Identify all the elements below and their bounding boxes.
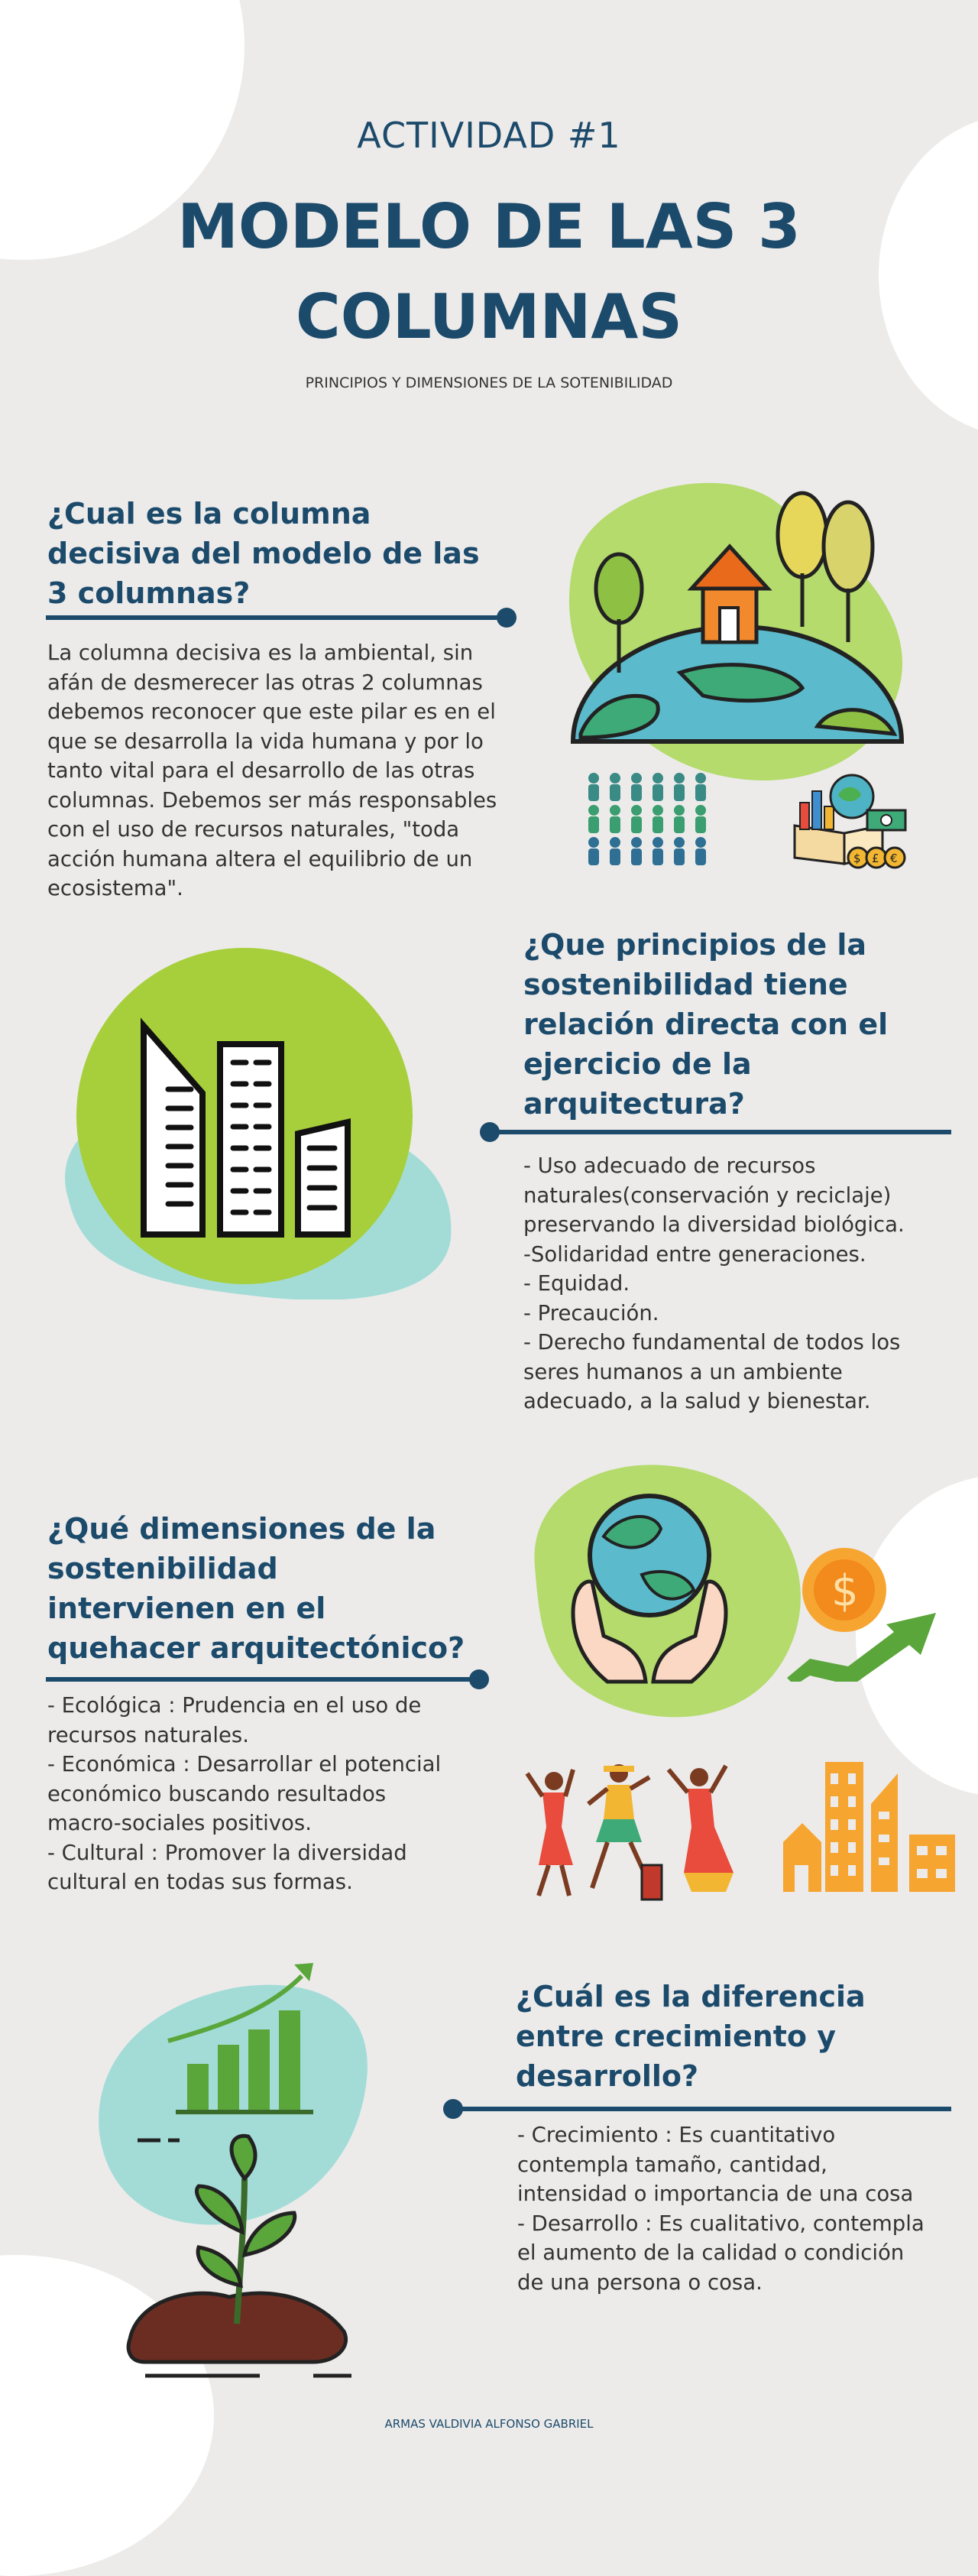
svg-text:$: $: [831, 1566, 859, 1616]
globe-hands-icon: [520, 1452, 818, 1735]
section-4-rule: [451, 2107, 951, 2111]
people-crowd-icon: [585, 772, 714, 871]
section-1-question: ¿Cual es la columna decisiva del modelo de las 3 columnas?: [47, 497, 480, 610]
section-1-rule: [46, 615, 504, 620]
section-3-question: ¿Qué dimensiones de la sostenibilidad intervienen en el quehacer arquitectónico?: [47, 1512, 465, 1665]
section-3-answer: - Ecológica : Prudencia en el uso de recursos naturales. - Económica : Desarrollar el potencial económico buscando resultados macro-sociales positivos. - Cultural : Promover la diversidad cultural en todas sus formas.: [47, 1693, 442, 1894]
dancers-icon: [520, 1758, 749, 1903]
economy-icon: [791, 772, 913, 871]
section-2-question: ¿Que principios de la sostenibilidad tiene relación directa con el ejercicio de la arquitectura?: [523, 928, 889, 1121]
author-footer: ARMAS VALDIVIA ALFONSO GABRIEL: [384, 2417, 594, 2431]
section-1-answer: La columna decisiva es la ambiental, sin afán de desmerecer las otras 2 columnas debemos reconocer que este pilar es en el que se desarrolla la vida humana y por lo tanto vital para el desarrollo de las otras columnas. Debemos ser más responsables con el uso de recursos naturales, "toda acción humana altera el equilibrio de un ecosistema".: [47, 641, 497, 900]
page-title: MODELO DE LAS 3 COLUMNAS: [177, 191, 801, 352]
section-1-dot: [497, 608, 517, 628]
orange-city-icon: [783, 1758, 959, 1896]
section-2-rule: [489, 1130, 951, 1134]
section-2-answer: - Uso adecuado de recursos naturales(conservación y reciclaje) preservando la diversidad biológica. -Solidaridad entre generaciones. - Equidad. - Precaución. - Derecho fundamental de todos los seres humanos a un ambiente adecuado, a la salud y bienestar.: [523, 1153, 905, 1413]
earth-house-icon: [527, 474, 940, 795]
svg-text:€: €: [890, 852, 898, 865]
svg-text:£: £: [872, 852, 879, 865]
buildings-icon: [53, 948, 466, 1299]
page-subtitle: PRINCIPIOS Y DIMENSIONES DE LA SOTENIBILIDAD: [305, 375, 673, 391]
section-3-rule: [46, 1677, 481, 1682]
activity-label: ACTIVIDAD #1: [357, 115, 621, 156]
sprout-icon: [122, 2133, 374, 2385]
svg-text:$: $: [853, 852, 861, 865]
section-4-question: ¿Cuál es la diferencia entre crecimiento y desarrollo?: [516, 1980, 866, 2093]
section-3-dot: [469, 1669, 489, 1689]
money-growth-icon: [779, 1544, 940, 1682]
section-4-answer: - Crecimiento : Es cuantitativo contempla tamaño, cantidad, intensidad o importancia de una cosa - Desarrollo : Es cualitativo, contempla el aumento de la calidad o condición de una persona o cosa.: [517, 2123, 925, 2295]
